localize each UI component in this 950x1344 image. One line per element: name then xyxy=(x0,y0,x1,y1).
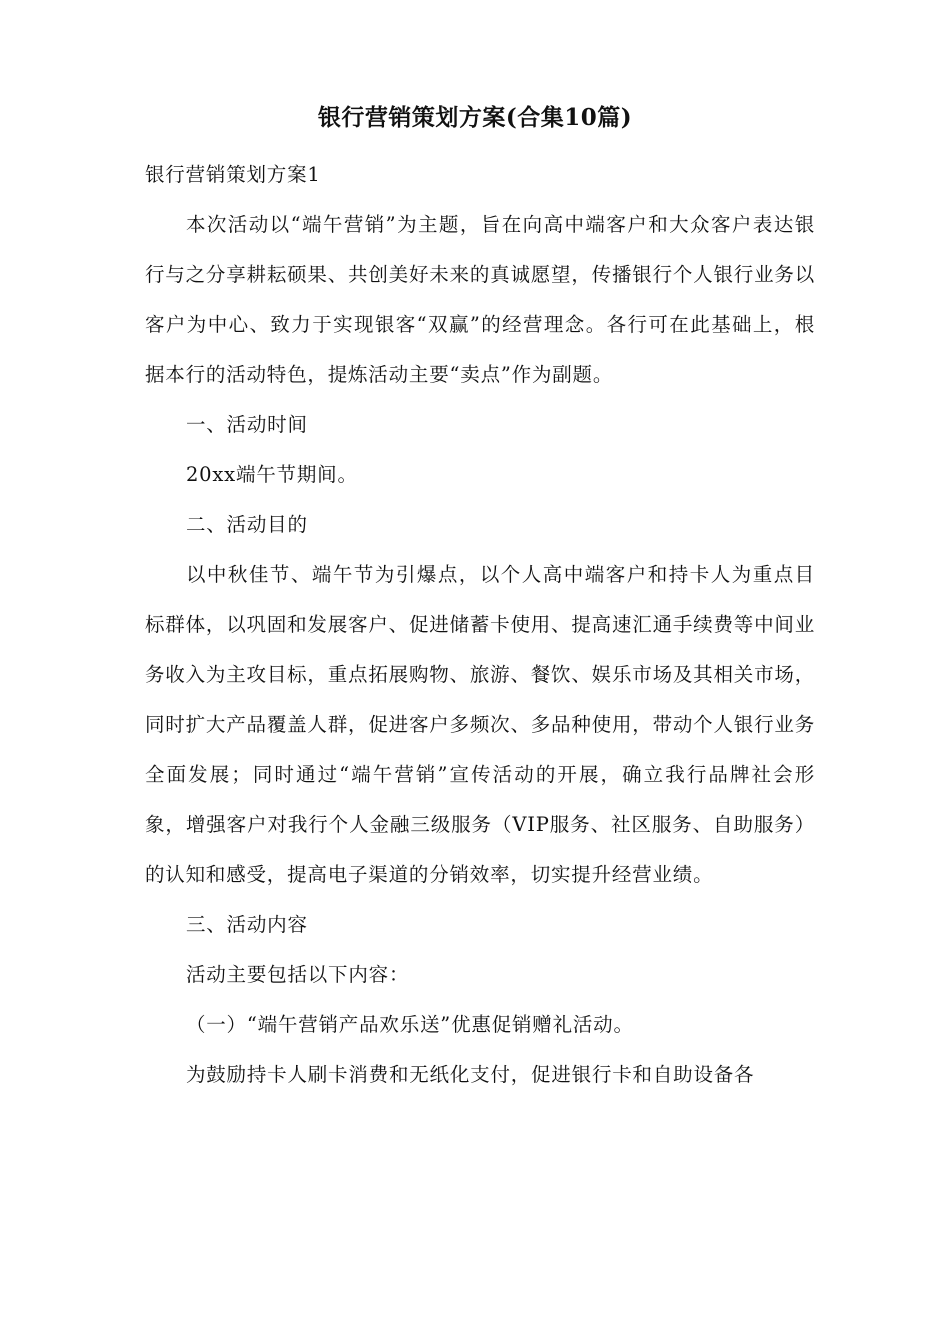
paragraph-intro: 本次活动以“端午营销”为主题，旨在向高中端客户和大众客户表达银行与之分享耕耘硕果、共创美好未来的真诚愿望，传播银行个人银行业务以客户为中心、致力于实现银客“双赢”的经营理念。各行可在此基础上，根据本行的活动特色，提炼活动主要“卖点”作为副题。 xyxy=(145,213,815,386)
heading-activity-purpose: 二、活动目的 xyxy=(185,513,308,536)
heading-activity-time: 一、活动时间 xyxy=(185,413,308,436)
paragraph-content-item-1-detail: 为鼓励持卡人刷卡消费和无纸化支付，促进银行卡和自助设备各 xyxy=(185,1063,755,1086)
document-title: 银行营销策划方案(合集10篇) xyxy=(317,104,633,131)
paragraph-activity-purpose: 以中秋佳节、端午节为引爆点，以个人高中端客户和持卡人为重点目标群体，以巩固和发展客户、促进储蓄卡使用、提高速汇通手续费等中间业务收入为主攻目标，重点拓展购物、旅游、餐饮、娱乐市场及其相关市场，同时扩大产品覆盖人群，促进客户多频次、多品种使用，带动个人银行业务全面发展；同时通过“端午营销”宣传活动的开展，确立我行品牌社会形象，增强客户对我行个人金融三级服务（VIP服务、社区服务、自助服务）的认知和感受，提高电子渠道的分销效率，切实提升经营业绩。 xyxy=(145,563,815,886)
document-body xyxy=(145,150,815,1100)
paragraph-content-item-1: （一）“端午营销产品欢乐送”优惠促销赠礼活动。 xyxy=(185,1013,634,1036)
paragraph-activity-time: 20xx端午节期间。 xyxy=(185,463,358,486)
heading-activity-content: 三、活动内容 xyxy=(185,913,308,936)
section-heading: 银行营销策划方案1 xyxy=(145,163,321,186)
paragraph-content-intro: 活动主要包括以下内容： xyxy=(185,963,410,986)
